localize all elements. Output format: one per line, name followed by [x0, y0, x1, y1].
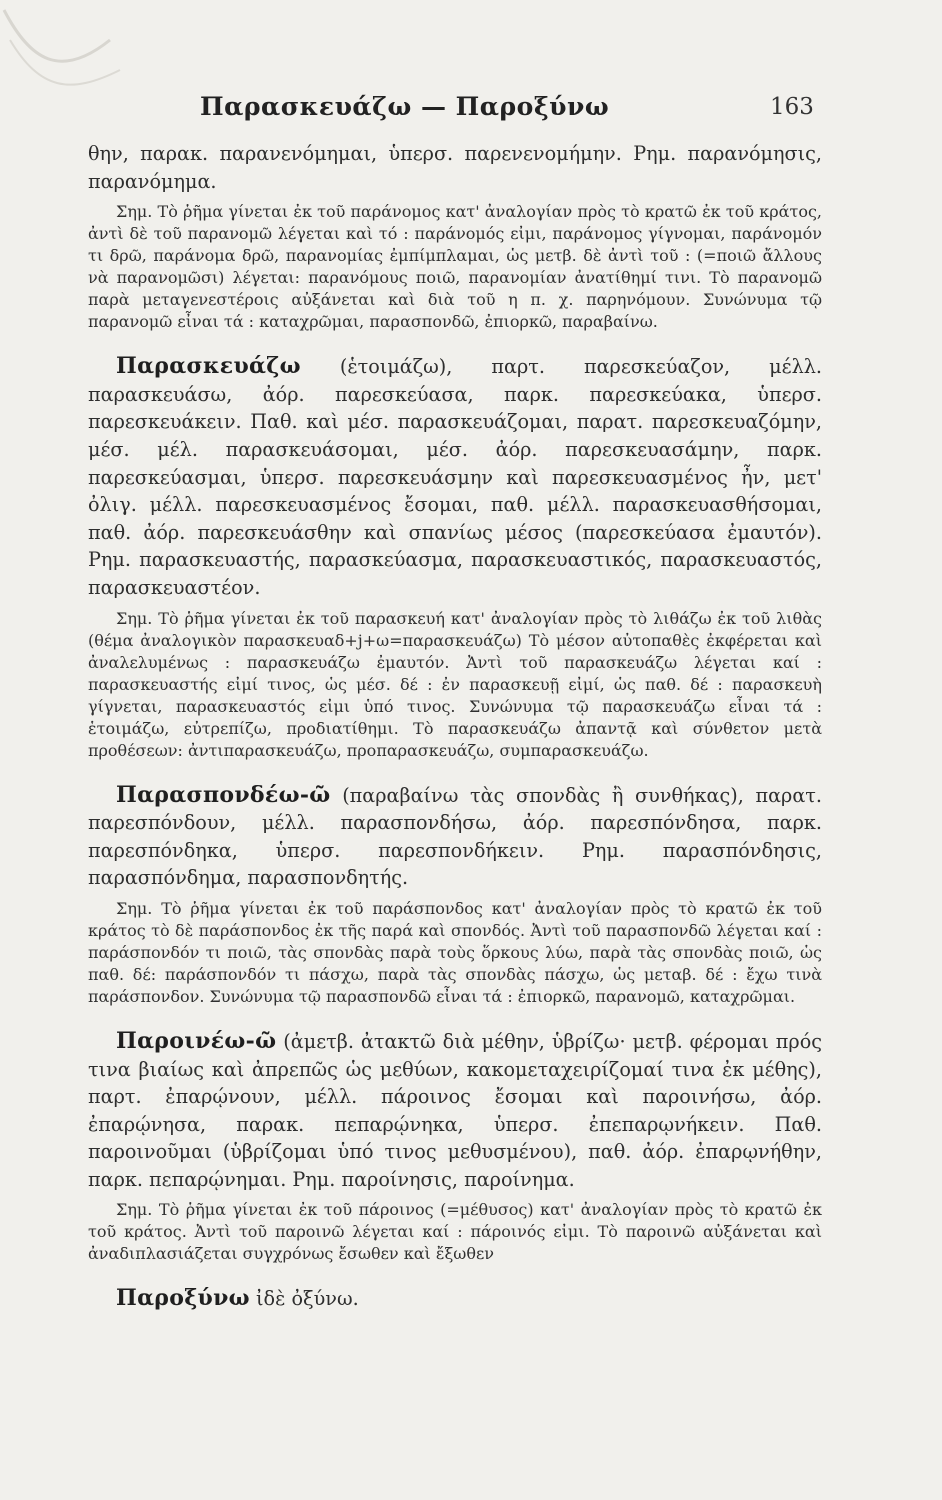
entry-text: (ἀμετβ. ἀτακτῶ διὰ μέθην, ὑβρίζω· μετβ. φέρομαι πρός τινα βιαίως καὶ ἀπρεπῶς ὡς μεθύων, κακομεταχειρίζομαί τινα ἐκ μέθης), παρτ. ἐπαρῴνουν, μέλλ. πάροινος ἔσομαι καὶ παροινήσω, ἀόρ. ἐπαρῴνησα, παρακ. πεπαρῴνηκα, ὑπερσ. ἐπεπαρῳνήκειν. Παθ. παροινοῦμαι (ὑβρίζομαι ὑπό τινος μεθυσμένου), παθ. ἀόρ. ἐπαρῳνήθην, παρκ. πεπαρῴνημαι. Ρημ. παροίνησις, παροίνημα.	[88, 1029, 822, 1191]
entry-text: (παραβαίνω τὰς σπονδὰς ἢ συνθήκας), παρατ. παρεσπόνδουν, μέλλ. παρασπονδήσω, ἀόρ. παρεσπόνδησα, παρκ. παρεσπόνδηκα, ὑπερσ. παρεσπονδήκειν. Ρημ. παρασπόνδησις, παρασπόνδημα, παρασπονδητής.	[88, 783, 822, 890]
grammar-note: Σημ. Τὸ ῥῆμα γίνεται ἐκ τοῦ παρασκευή κατ' ἀναλογίαν πρὸς τὸ λιθάζω ἐκ τοῦ λιθὰς (θέμα ἀναλογικὸν παρασκευαδ+j+ω=παρασκευάζω) Τὸ μέσον αὐτοπαθὲς ἐκφέρεται καὶ ἀναλελυμένως : παρασκευάζω ἐμαυτόν. Ἀντὶ τοῦ παρασκευάζω λέγεται καί : παρασκευαστής εἰμί τινος, ὡς μέσ. δέ : ἐν παρασκευῇ εἰμί, ὡς παθ. δέ : παρασκευὴ γίγνεται, παρασκευαστός εἰμι ὑπό τινος. Συνώνυμα τῷ παρασκευάζω εἶναι τά : ἑτοιμάζω, εὐτρεπίζω, προδιατίθημι. Τὸ παρασκευάζω ἀπαντᾷ καὶ σύνθετον μετὰ προθέσεων: ἀντιπαρασκευάζω, προπαρασκευάζω, συμπαρασκευάζω.	[88, 608, 822, 760]
grammar-note: Σημ. Τὸ ῥῆμα γίνεται ἐκ τοῦ πάροινος (=μέθυσος) κατ' ἀναλογίαν πρὸς τὸ κρατῶ ἐκ τοῦ κράτος. Ἀντὶ τοῦ παροινῶ λέγεται καί : πάροινός εἰμι. Τὸ παροινῶ αὐξάνεται καὶ ἀναδιπλασιάζεται συγχρόνως ἔσωθεν καὶ ἔξωθεν	[88, 1200, 822, 1264]
entry-paroxyno	[88, 1285, 822, 1313]
entry-text: (ἑτοιμάζω), παρτ. παρεσκεύαζον, μέλλ. παρασκευάσω, ἀόρ. παρεσκεύασα, παρκ. παρεσκεύακα, ὑπερσ. παρεσκευάκειν. Παθ. καὶ μέσ. παρασκευάζομαι, παρατ. παρεσκευαζόμην, μέσ. μέλ. παρασκευάσομαι, μέσ. ἀόρ. παρεσκευασάμην, παρκ. παρεσκεύασμαι, ὑπερσ. παρεσκευάσμην καὶ παρεσκευασμένος ἦν, μετ' ὀλιγ. μέλλ. παρεσκευασμένος ἔσομαι, παθ. μέλλ. παρασκευασθήσομαι, παθ. ἀόρ. παρεσκευάσθην καὶ σπανίως μέσος (παρεσκεύασα ἐμαυτόν). Ρημ. παρασκευαστής, παρασκεύασμα, παρασκευαστικός, παρασκευαστός, παρασκευαστέον.	[88, 355, 822, 599]
entry-headword: Παρασπονδέω-ῶ	[116, 781, 331, 808]
margin-stain	[0, 0, 140, 110]
entry-text: ἰδὲ ὀξύνω.	[249, 1287, 359, 1311]
entry-headword: Παροινέω-ῶ	[116, 1027, 277, 1054]
grammar-note: Σημ. Τὸ ῥῆμα γίνεται ἐκ τοῦ παράνομος κατ' ἀναλογίαν πρὸς τὸ κρατῶ ἐκ τοῦ κράτος, ἀντὶ δὲ τοῦ παρανομῶ λέγεται καὶ τό : παράνομός εἰμι, παράνομος γίγνομαι, παράνομόν τι δρῶ, παράνομα δρῶ, παρανομίας ἐμπίμπλαμαι, ὡς μετβ. δὲ ἀντὶ τοῦ : (=ποιῶ ἄλλους νὰ παρανομῶσι) λέγεται: παρανόμους ποιῶ, παρανομίαν ἀνατίθημί τινι. Τὸ παρανομῶ παρὰ μεταγενεστέροις αὐξάνεται καὶ διὰ τοῦ η π. χ. παρηνόμουν. Συνώνυμα τῷ παρανομῶ εἶναι τά : καταχρῶμαι, παρασπονδῶ, ἐπιορκῶ, παραβαίνω.	[88, 202, 822, 332]
entry-paraspondeo	[88, 782, 822, 892]
continuation-paragraph: θην, παρακ. παρανενόμημαι, ὑπερσ. παρενενομήμην. Ρημ. παρανόμησις, παρανόμημα.	[88, 142, 822, 193]
page-number: 163	[770, 94, 814, 120]
grammar-note: Σημ. Τὸ ῥῆμα γίνεται ἐκ τοῦ παράσπονδος κατ' ἀναλογίαν πρὸς τὸ κρατῶ ἐκ τοῦ κράτος τὸ δὲ παράσπονδος ἐκ τῆς παρά καὶ σπονδός. Ἀντὶ τοῦ παρασπονδῶ λέγεται καί : παράσπονδόν τι ποιῶ, τὰς σπονδὰς παρὰ τοὺς ὅρκους λύω, παρὰ τὰς σπονδὰς ποιῶ, ὡς παθ. δέ: παράσπονδόν τι πάσχω, παρὰ τὰς σπονδὰς πάσχω, ὡς μεταβ. δέ : ἔχω τινὰ παράσπονδον. Συνώνυμα τῷ παρασπονδῶ εἶναι τά : ἐπιορκῶ, παρανομῶ, καταχρῶμαι.	[88, 898, 822, 1006]
page-body	[88, 140, 822, 1313]
entry-headword: Παρασκευάζω	[116, 353, 301, 380]
entry-paraskeuazo	[88, 353, 822, 601]
entry-headword: Παροξύνω	[116, 1285, 250, 1312]
running-title: Παρασκευάζω — Παροξύνω	[200, 92, 610, 121]
entry-paroineo	[88, 1028, 822, 1194]
